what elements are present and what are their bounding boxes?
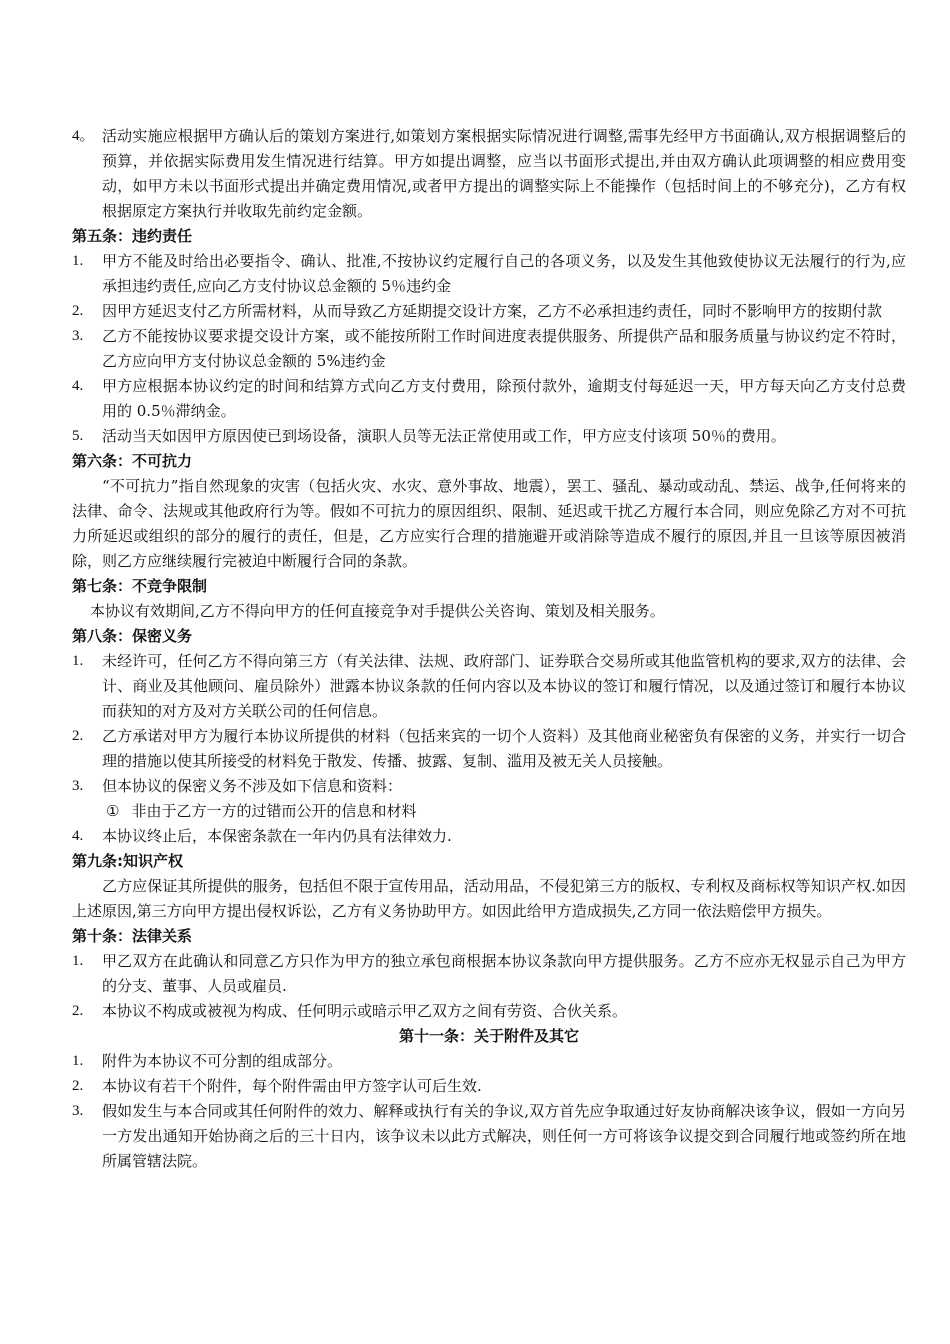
item-text: 本协议有若干个附件，每个附件需由甲方签字认可后生效.: [102, 1077, 482, 1095]
item-number: 1.: [72, 253, 84, 269]
section-9-paragraph: 乙方应保证其所提供的服务，包括但不限于宣传用品，活动用品，不侵犯第三方的版权、专利权及商标权等知识产权.如因上述原因,第三方向甲方提出侵权诉讼，乙方有义务协助甲方。如因此给甲方造成损失,乙方同一依法赔偿甲方损失。: [72, 877, 906, 920]
section-10-item-1: [72, 949, 906, 999]
section-8-heading: 第八条：保密义务: [72, 627, 193, 645]
section-5-heading: 第五条：违约责任: [72, 227, 193, 245]
item-number: 1.: [72, 1053, 84, 1069]
section-10-heading: 第十条：法律关系: [72, 927, 193, 945]
section-8-item-1: [72, 649, 906, 724]
section-11-heading: 第十一条：关于附件及其它: [398, 1027, 579, 1045]
section-8-subitem-1: [72, 799, 906, 824]
section-5-item-1: [72, 249, 906, 299]
item-number: 2.: [72, 1003, 84, 1019]
section-8-item-4: [72, 824, 906, 849]
item-text: 未经许可，任何乙方不得向第三方（有关法律、法规、政府部门、证券联合交易所或其他监管机构的要求,双方的法律、会计、商业及其他顾问、雇员除外）泄露本协议条款的任何内容以及本协议的签订和履行情况，以及通过签订和履行本协议而获知的对方及对方关联公司的任何信息。: [102, 652, 906, 720]
item-text: 附件为本协议不可分割的组成部分。: [102, 1052, 343, 1070]
item-number: 3.: [72, 328, 84, 344]
item-number: 1.: [72, 653, 84, 669]
item-number: 3.: [72, 1103, 84, 1119]
item-text: 甲乙双方在此确认和同意乙方只作为甲方的独立承包商根据本协议条款向甲方提供服务。乙方不应亦无权显示自己为甲方的分支、董事、人员或雇员.: [102, 952, 906, 995]
item-number: 4.: [72, 828, 84, 844]
section-8-item-3: [72, 774, 906, 799]
section-6-paragraph: “不可抗力”指自然现象的灾害（包括火灾、水灾、意外事故、地震），罢工、骚乱、暴动或动乱、禁运、战争,任何将来的法律、命令、法规或其他政府行为等。假如不可抗力的原因组织、限制、延迟或干扰乙方履行本合同，则应免除乙方对不可抗力所延迟或组织的部分的履行的责任，但是，乙方应实行合理的措施避开或消除等造成不履行的原因,并且一旦该等原因被消除，则乙方应继续履行完被迫中断履行合同的条款。: [72, 477, 906, 570]
item-text: 但本协议的保密义务不涉及如下信息和资料：: [102, 777, 403, 795]
item-number: 3.: [72, 778, 84, 794]
document-page: [72, 124, 906, 1174]
section-5-item-5: [72, 424, 906, 449]
item-text: 甲方不能及时给出必要指令、确认、批准,不按协议约定履行自己的各项义务，以及发生其他致使协议无法履行的行为,应承担违约责任,应向乙方支付协议总金额的 5％违约金: [102, 252, 906, 295]
item-text: 活动实施应根据甲方确认后的策划方案进行,如策划方案根据实际情况进行调整,需事先经甲方书面确认,双方根据调整后的预算，并依据实际费用发生情况进行结算。甲方如提出调整，应当以书面形式提出,并由双方确认此项调整的相应费用变动，如甲方未以书面形式提出并确定费用情况,或者甲方提出的调整实际上不能操作（包括时间上的不够充分)，乙方有权根据原定方案执行并收取先前约定金额。: [102, 127, 906, 220]
section-5-item-2: [72, 299, 906, 324]
circled-number: ①: [106, 802, 120, 820]
item-number: 2.: [72, 303, 84, 319]
section-9-heading: 第九条:知识产权: [72, 852, 183, 870]
section-7-heading: 第七条：不竞争限制: [72, 577, 208, 595]
item-number: 1.: [72, 953, 84, 969]
item-text: 活动当天如因甲方原因使已到场设备，演职人员等无法正常使用或工作，甲方应支付该项 50％的费用。: [102, 427, 786, 445]
section-11-item-1: [72, 1049, 906, 1074]
section-6-heading: 第六条：不可抗力: [72, 452, 193, 470]
item-number: 5.: [72, 428, 84, 444]
section-8-item-2: [72, 724, 906, 774]
item-text: 本协议不构成或被视为构成、任何明示或暗示甲乙双方之间有劳资、合伙关系。: [102, 1002, 628, 1020]
section-11-item-2: [72, 1074, 906, 1099]
item-number: 2.: [72, 1078, 84, 1094]
item-text: 乙方不能按协议要求提交设计方案，或不能按所附工作时间进度表提供服务、所提供产品和服务质量与协议约定不符时，乙方应向甲方支付协议总金额的 5%违约金: [102, 327, 906, 370]
item-text: 本协议终止后，本保密条款在一年内仍具有法律效力.: [102, 827, 452, 845]
section-10-item-2: [72, 999, 906, 1024]
subitem-text: 非由于乙方一方的过错而公开的信息和材料: [131, 802, 417, 820]
item-text: 因甲方延迟支付乙方所需材料，从而导致乙方延期提交设计方案，乙方不必承担违约责任，同时不影响甲方的按期付款: [102, 302, 883, 320]
section-7-paragraph: 本协议有效期间,乙方不得向甲方的任何直接竞争对手提供公关咨询、策划及相关服务。: [90, 602, 665, 620]
item-text: 乙方承诺对甲方为履行本协议所提供的材料（包括来宾的一切个人资料）及其他商业秘密负有保密的义务，并实行一切合理的措施以使其所接受的材料免于散发、传播、披露、复制、滥用及被无关人员接触。: [102, 727, 906, 770]
item-number: 4。: [72, 128, 95, 144]
section-5-item-4: [72, 374, 906, 424]
item-text: 假如发生与本合同或其任何附件的效力、解释或执行有关的争议,双方首先应争取通过好友协商解决该争议，假如一方向另一方发出通知开始协商之后的三十日内，该争议未以此方式解决，则任何一方可将该争议提交到合同履行地或签约所在地所属管辖法院。: [102, 1102, 906, 1170]
item-number: 2.: [72, 728, 84, 744]
item-text: 甲方应根据本协议约定的时间和结算方式向乙方支付费用，除预付款外，逾期支付每延迟一天，甲方每天向乙方支付总费用的 0.5％滞纳金。: [102, 377, 906, 420]
section-11-item-3: [72, 1099, 906, 1174]
clause-4-1-item: [72, 124, 906, 224]
item-number: 4.: [72, 378, 84, 394]
section-5-item-3: [72, 324, 906, 374]
